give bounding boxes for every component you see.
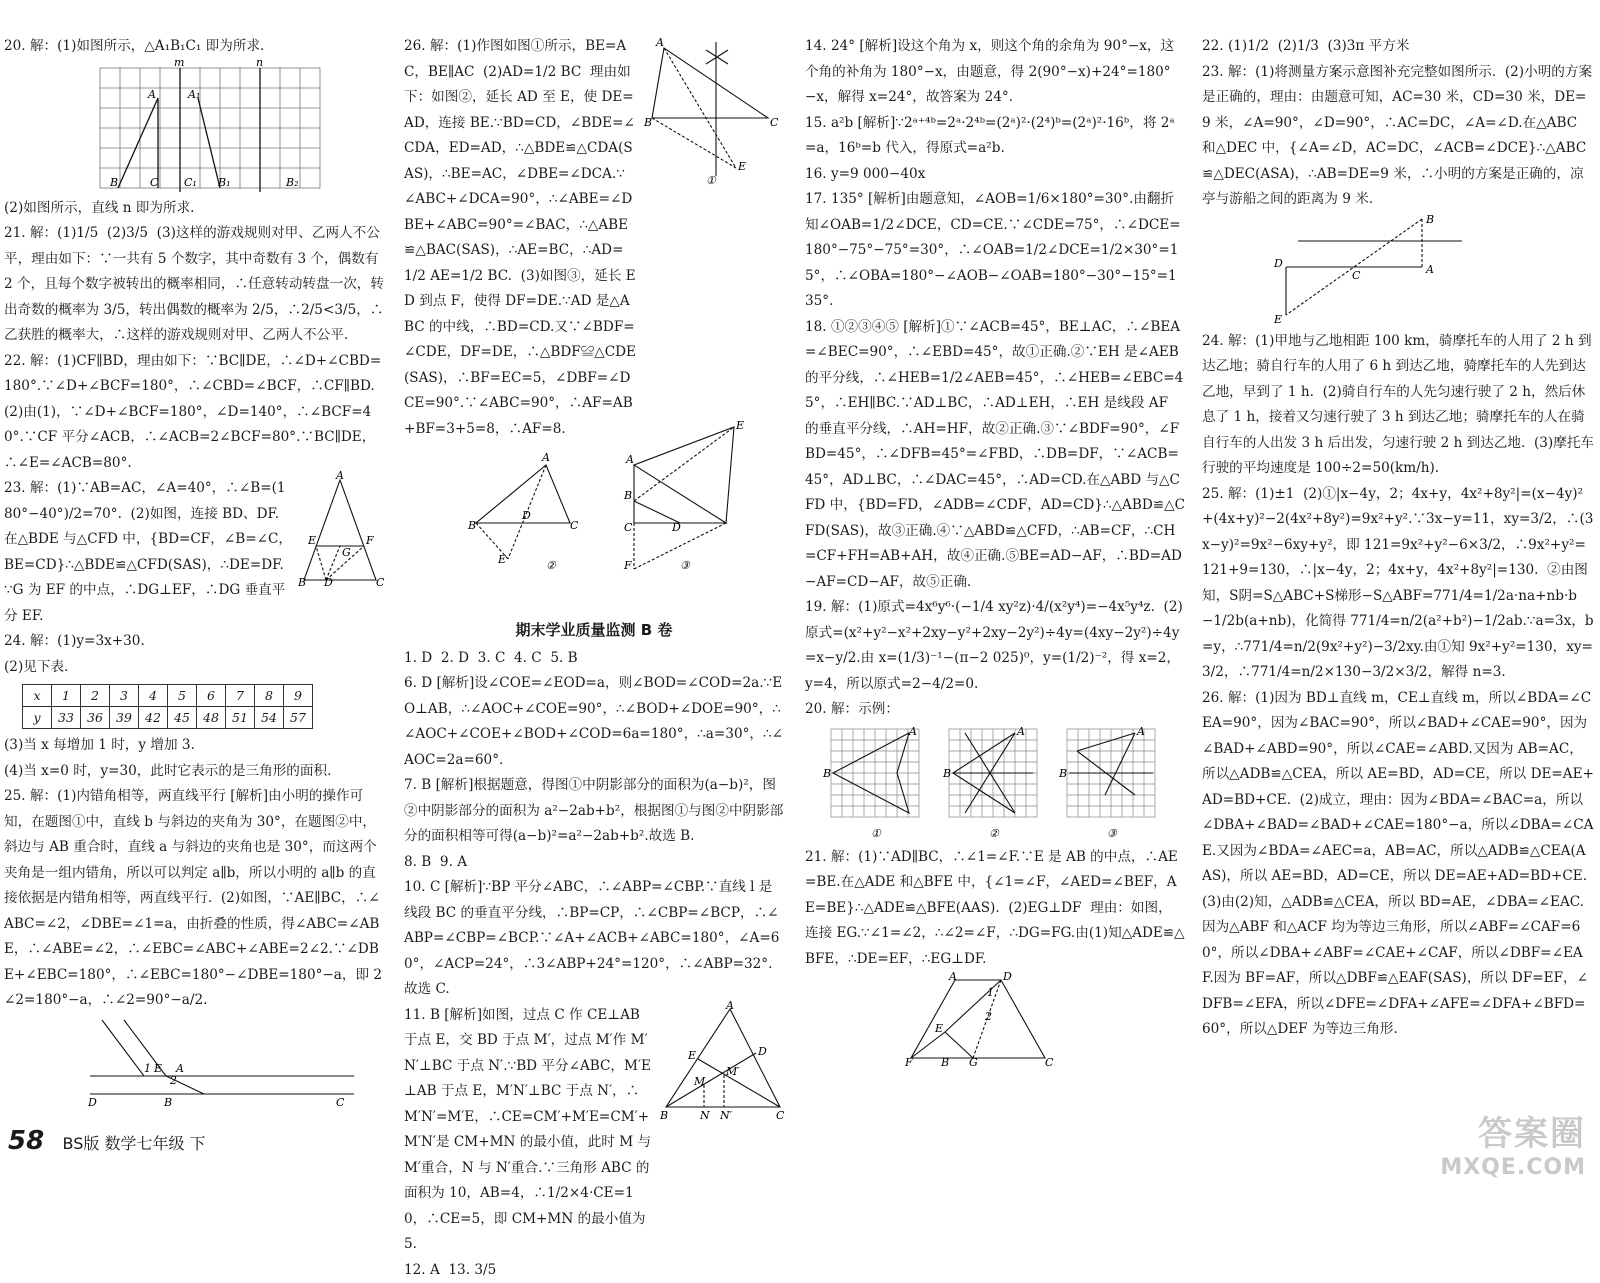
svg-text:A: A bbox=[1425, 263, 1434, 276]
svg-text:E: E bbox=[1273, 313, 1282, 326]
svg-text:C: C bbox=[1352, 269, 1361, 282]
svg-text:B: B bbox=[163, 1096, 172, 1109]
table-header-y: y bbox=[23, 707, 52, 729]
svg-text:A: A bbox=[1016, 725, 1025, 738]
svg-text:E: E bbox=[934, 1022, 943, 1035]
figure-label: ③ bbox=[680, 559, 691, 572]
answer-b-15: 15. a²b [解析]∵2ᵃ⁺⁴ᵇ=2ᵃ·2⁴ᵇ=(2ᵃ)²·(2⁴)ᵇ=(2ᵃ)²·16ᵇ，将 2ᵃ=a，16ᵇ=b 代入，得原式=a²b. bbox=[805, 111, 1185, 162]
table-cell: 45 bbox=[168, 707, 197, 729]
watermark-line2: MXQE.COM bbox=[1440, 1155, 1586, 1180]
answer-b-14: 14. 24° [解析]设这个角为 x，则这个角的余角为 90°−x，这个角的补角为 180°−x，由题意，得 2(90°−x)+24°=180°−x，解得 x=24°，故答案为 24°. bbox=[805, 34, 1185, 111]
triangle-figure-23 bbox=[296, 476, 384, 586]
svg-text:A₁: A₁ bbox=[187, 88, 200, 101]
answer-b-11: 11. B [解析]如图，过点 C 作 CE⊥AB 于点 E，交 BD 于点 M′，过点 M′作 M′N′⊥BC 于点 N′.∵BD 平分∠ABC，M′E⊥AB 于点 E，M′N′⊥BC 于点 N′，∴M′N′=M′E，∴CE=CM′+M′E=CM′+M′N′是 CM+MN 的最小值，此时 M 与 M′重合，N 与 N′重合.∵三角形 ABC 的面积为 10，AB=4，∴1/2×4·CE=10，∴CE=5，即 CM+MN 的最小值为 5. bbox=[404, 1003, 784, 1258]
answer-26: 26. 解：(1)作图如图①所示，BE=AC，BE∥AC (2)AD=1/2 BC 理由如下：如图②，延长 AD 至 E，使 DE=AD，连接 BE.∵BD=CD，∠BDE=∠CDA，ED=AD，∴△BDE≌△CDA(SAS)，∴BE=AC，∠DBE=∠DCA.∵∠ABC+∠DCA=90°，∴∠ABE=∠DBE+∠ABC=90°=∠BAC，∴△ABE≌△BAC(SAS)，∴AE=BC，∴AD=1/2 AE=1/2 BC. (3)如图③，延长 ED 到点 F，使得 DF=DE.∵AD 是△ABC 的中线，∴BD=CD.又∵∠BDF=∠CDE，DF=DE，∴△BDF≌△CDE(SAS)，∴BF=EC=5，∠DBF=∠DCE=90°.∵∠ABC=90°，∴AF=AB+BF=3+5=8，∴AF=8. bbox=[404, 34, 784, 442]
table-cell: 7 bbox=[226, 685, 255, 707]
svg-text:B₁: B₁ bbox=[217, 176, 231, 189]
answer-b-7: 7. B [解析]根据题意，得图①中阴影部分的面积为(a−b)²，图②中阴影部分的面积为 a²−2ab+b²，根据图①与图②中阴影部分的面积相等可得(a−b)²=a²−2ab+b².故选 B. bbox=[404, 773, 784, 850]
table-cell: 54 bbox=[255, 707, 284, 729]
svg-text:G: G bbox=[342, 546, 351, 559]
svg-text:C: C bbox=[776, 1109, 785, 1122]
figure-26-1 bbox=[644, 36, 784, 186]
measure-figure-23 bbox=[1262, 215, 1482, 327]
svg-text:A: A bbox=[948, 970, 957, 983]
svg-text:N′: N′ bbox=[719, 1109, 733, 1122]
answer-column-2 bbox=[404, 34, 784, 1283]
svg-text:A: A bbox=[175, 1062, 184, 1075]
table-cell: 6 bbox=[197, 685, 226, 707]
svg-text:B: B bbox=[942, 767, 951, 780]
answer-b-24: 24. 解：(1)甲地与乙地相距 100 km，骑摩托车的人用了 2 h 到达乙地；骑自行车的人用了 6 h 到达乙地，骑摩托车的人先到达乙地，早到了 1 h. (2)骑自行车的人先匀速行驶了 2 h，然后休息了 1 h，接着又匀速行驶了 3 h 到达乙地；骑摩托车的人在骑自行车的人出发 3 h 后出发，匀速行驶 2 h 到达乙地. (3)摩托车行驶的平均速度是 100÷2=50(km/h). bbox=[1202, 329, 1594, 482]
svg-text:D: D bbox=[87, 1096, 97, 1109]
svg-text:B: B bbox=[109, 176, 118, 189]
value-table-24 bbox=[22, 684, 313, 729]
svg-text:A: A bbox=[1136, 725, 1145, 738]
answer-24a: 24. 解：(1)y=3x+30. bbox=[4, 629, 384, 655]
svg-text:B: B bbox=[623, 489, 632, 502]
table-cell: 57 bbox=[284, 707, 313, 729]
answer-b-19: 19. 解：(1)原式=4x⁶y⁶·(−1/4 xy²z)·4/(x²y⁴)=−4x⁵y⁴z. (2)原式=(x²+y²−x²+2xy−y²+2xy−2y²)÷4y=(4xy−2y²)÷4y=x−y/2.由 x=(1/3)⁻¹−(π−2 025)⁰，y=(1/2)⁻²，得 x=2，y=4，所以原式=2−4/2=0. bbox=[805, 595, 1185, 697]
answer-b-1-5: 1. D 2. D 3. C 4. C 5. B bbox=[404, 646, 784, 672]
answer-b-6: 6. D [解析]设∠COE=∠EOD=a，则∠BOD=∠COD=2a.∵EO⊥AB，∴∠AOC+∠COE=90°，∴∠BOD+∠DOE=90°，∴∠AOC+∠COE+∠BOD+∠COD=6a=180°，∴a=30°，∴∠AOC=2a=60°. bbox=[404, 671, 784, 773]
svg-text:B: B bbox=[467, 519, 476, 532]
svg-text:C: C bbox=[770, 116, 779, 129]
page-footer bbox=[8, 1126, 206, 1156]
answer-b-17: 17. 135° [解析]由题意知，∠AOB=1/6×180°=30°.由翻折知∠OAB=1/2∠DCE，CD=CE.∵∠CDE=75°，∴∠DCE=180°−75°−75°=30°，∴∠OAB=1/2∠DCE=1/2×30°=15°，∴∠OBA=180°−∠AOB−∠OAB=180°−30°−15°=135°. bbox=[805, 187, 1185, 315]
svg-text:F: F bbox=[365, 534, 374, 547]
svg-text:m: m bbox=[174, 56, 184, 69]
table-cell: 51 bbox=[226, 707, 255, 729]
svg-text:E: E bbox=[307, 534, 316, 547]
table-cell: 3 bbox=[110, 685, 139, 707]
svg-text:F: F bbox=[904, 1056, 913, 1069]
svg-text:D: D bbox=[671, 521, 681, 534]
svg-text:C: C bbox=[1045, 1056, 1054, 1069]
svg-text:D: D bbox=[757, 1045, 767, 1058]
svg-text:N: N bbox=[699, 1109, 710, 1122]
table-cell: 42 bbox=[139, 707, 168, 729]
svg-text:B: B bbox=[297, 576, 306, 589]
answer-20a: 20. 解：(1)如图所示，△A₁B₁C₁ 即为所求. bbox=[4, 34, 384, 60]
answer-b-21: 21. 解：(1)∵AD∥BC，∴∠1=∠F.∵E 是 AB 的中点，∴AE=BE.在△ADE 和△BFE 中，{∠1=∠F，∠AED=∠BEF，AE=BE}∴△ADE≌△BFE(AAS). (2)EG⊥DF 理由：如图，连接 EG.∵∠1=∠2，∴∠2=∠F，∴DG=FG.由(1)知△ADE≌△BFE，∴DE=EF，∴EG⊥DF. bbox=[805, 845, 1185, 973]
table-cell: 1 bbox=[52, 685, 81, 707]
table-cell: 48 bbox=[197, 707, 226, 729]
grid-figure-20 bbox=[4, 62, 324, 194]
table-row bbox=[23, 685, 313, 707]
svg-text:E: E bbox=[497, 553, 506, 566]
svg-text:②: ② bbox=[989, 827, 1000, 840]
book-info: BS版 数学七年级 下 bbox=[63, 1134, 206, 1153]
svg-text:D: D bbox=[1273, 257, 1283, 270]
svg-text:2: 2 bbox=[169, 1074, 177, 1087]
svg-text:B: B bbox=[940, 1056, 949, 1069]
table-cell: 9 bbox=[284, 685, 313, 707]
answer-b-20: 20. 解：示例： bbox=[805, 697, 1185, 723]
answer-24d: (4)当 x=0 时，y=30，此时它表示的是三角形的面积. bbox=[4, 759, 384, 785]
answer-b-10: 10. C [解析]∵BP 平分∠ABC，∴∠ABP=∠CBP.∵直线 l 是线段 BC 的垂直平分线，∴BP=CP，∴∠CBP=∠BCP，∴∠ABP=∠CBP=∠BCP.∵∠A+∠ACB+∠ABC=180°，∠A=60°，∠ACP=24°，∴3∠ABP+24°=120°，∴∠ABP=32°.故选 C. bbox=[404, 875, 784, 1003]
svg-text:A: A bbox=[908, 725, 917, 738]
svg-text:C: C bbox=[150, 176, 159, 189]
svg-text:E: E bbox=[687, 1049, 696, 1062]
answer-21: 21. 解：(1)1/5 (2)3/5 (3)这样的游戏规则对甲、乙两人不公平，理由如下：∵一共有 5 个数字，其中奇数有 3 个，偶数有 2 个，且每个数字被转出的概率相同，∴任意转动转盘一次，转出奇数的概率为 3/5，转出偶数的概率为 2/5，∴2/5<3/5，∴乙获胜的概率大，∴这样的游戏规则对甲、乙两人不公平. bbox=[4, 221, 384, 349]
svg-text:B: B bbox=[1425, 213, 1434, 226]
figure-label: ① bbox=[706, 174, 717, 187]
svg-text:A: A bbox=[541, 451, 550, 464]
svg-text:C: C bbox=[376, 576, 385, 589]
answer-24c: (3)当 x 每增加 1 时，y 增加 3. bbox=[4, 733, 384, 759]
svg-text:E: E bbox=[153, 1062, 162, 1075]
svg-text:E: E bbox=[735, 419, 744, 432]
svg-text:1: 1 bbox=[144, 1062, 151, 1075]
svg-text:E: E bbox=[737, 160, 746, 173]
answer-b-26: 26. 解：(1)因为 BD⊥直线 m，CE⊥直线 m，所以∠BDA=∠CEA=90°，因为∠BAC=90°，所以∠BAD+∠CAE=90°，因为∠BAD+∠ABD=90°，所以∠CAE=∠ABD.又因为 AB=AC，所以△ADB≌△CEA，所以 AE=BD，AD=CE，所以 DE=AE+AD=BD+CE. (2)成立，理由：因为∠BDA=∠BAC=a，所以∠DBA+∠BAD=∠BAD+∠CAE=180°−a，所以∠DBA=∠CAE.又因为∠BDA=∠AEC=a，AB=AC，所以△ADB≌△CEA(AAS)，所以 AE=BD，AD=CE，所以 DE=AE+AD=BD+CE. (3)由(2)知，△ADB≌△CEA，所以 BD=AE，∠DBA=∠EAC.因为△ABF 和△ACF 均为等边三角形，所以∠ABF=∠CAF=60°，所以∠DBA+∠ABF=∠CAE+∠CAF，所以∠DBF=∠EAF.因为 BF=AF，所以△DBF≌△EAF(SAS)，所以 DF=EF，∠DFB=∠EFA，所以∠DFE=∠DFA+∠AFE=∠DFA+∠BFD=60°，所以△DEF 为等边三角形. bbox=[1202, 686, 1594, 1043]
figure-label: ② bbox=[546, 559, 557, 572]
table-cell: 5 bbox=[168, 685, 197, 707]
svg-text:C: C bbox=[570, 519, 579, 532]
svg-text:C₁: C₁ bbox=[184, 176, 197, 189]
watermark bbox=[1440, 1106, 1586, 1180]
page-number: 58 bbox=[8, 1126, 44, 1156]
answer-b-23: 23. 解：(1)将测量方案示意图补充完整如图所示. (2)小明的方案是正确的，理由：由题意可知，AC=30 米，CD=30 米，DE=9 米，∠A=90°，∠D=90°，∴AC=DC，∠A=∠D.在△ABC 和△DEC 中，{∠A=∠D，AC=DC，∠ACB=∠DCE}∴△ABC≌△DEC(ASA)，∴AB=DE=9 米，∴小明的方案是正确的，凉亭与游船之间的距离为 9 米. bbox=[1202, 60, 1594, 213]
svg-text:C: C bbox=[336, 1096, 345, 1109]
svg-text:③: ③ bbox=[1107, 827, 1118, 840]
svg-text:B: B bbox=[822, 767, 831, 780]
fold-figure-25 bbox=[84, 1016, 384, 1108]
table-cell: 8 bbox=[255, 685, 284, 707]
svg-text:D: D bbox=[521, 509, 531, 522]
table-cell: 36 bbox=[81, 707, 110, 729]
answer-b-16: 16. y=9 000−40x bbox=[805, 162, 1185, 188]
answer-column-1 bbox=[4, 34, 384, 1110]
grid-figures-20 bbox=[805, 725, 1175, 843]
svg-text:A: A bbox=[147, 88, 156, 101]
svg-text:B: B bbox=[1058, 767, 1067, 780]
svg-text:C: C bbox=[624, 521, 633, 534]
table-cell: 2 bbox=[81, 685, 110, 707]
svg-text:G: G bbox=[969, 1056, 978, 1069]
table-cell: 39 bbox=[110, 707, 139, 729]
svg-text:M: M bbox=[693, 1075, 706, 1088]
svg-text:B: B bbox=[659, 1109, 668, 1122]
svg-text:D: D bbox=[323, 576, 333, 589]
svg-text:B₂: B₂ bbox=[285, 176, 299, 189]
svg-text:D: D bbox=[1002, 970, 1012, 983]
svg-text:A: A bbox=[335, 469, 344, 482]
answer-b-25: 25. 解：(1)±1 (2)①|x−4y，2；4x+y，4x²+8y²|=(x−4y)²+(4x+y)²−2(4x²+8y²)=9x²+y².∵3x−y=11，xy=3/2，∴(3x−y)²=9x²−6xy+y²，即 121=9x²+y²−6×3/2，∴9x²+y²=121+9=130，∴|x−4y，2；4x+y，4x²+8y²|=130. ②由图知，S阴=S△ABC+S梯形−S△ABF=771/4=1/2a·na+nb·b−1/2b(a+nb)，化简得 771/4=n/2(a²+b²)−1/2ab.∵a=3x，b=y，∴771/4=n/2(9x²+y²)−3/2xy.由①知 9x²+y²=130，xy=3/2，∴771/4=n/2×130−3/2×3/2，解得 n=3. bbox=[1202, 482, 1594, 686]
answer-22: 22. 解：(1)CF∥BD，理由如下：∵BC∥DE，∴∠D+∠CBD=180°.∵∠D+∠BCF=180°，∴∠CBD=∠BCF，∴CF∥BD. (2)由(1)，∵∠D+∠BCF=180°，∠D=140°，∴∠BCF=40°.∵CF 平分∠ACB，∴∠ACB=2∠BCF=80°.∵BC∥DE，∴∠E=∠ACB=80°. bbox=[4, 349, 384, 477]
watermark-line1: 答案圈 bbox=[1440, 1106, 1586, 1155]
answer-column-4 bbox=[1202, 34, 1594, 1043]
svg-text:①: ① bbox=[871, 827, 882, 840]
answer-b-12-13: 12. A 13. 3/5 bbox=[404, 1258, 784, 1283]
svg-text:A: A bbox=[655, 36, 664, 49]
trapezoid-figure-21 bbox=[905, 974, 1105, 1066]
answer-20b: (2)如图所示，直线 n 即为所求. bbox=[4, 196, 384, 222]
svg-text:B: B bbox=[643, 116, 652, 129]
answer-25: 25. 解：(1)内错角相等，两直线平行 [解析]由小明的操作可知，在题图①中，直线 b 与斜边的夹角为 30°，在题图②中，斜边与 AB 重合时，直线 a 与斜边的夹角也是 30°，而这两个夹角是一组内错角，所以可以判定 a∥b，所以小明的 a∥b 的直接依据是内错角相等，两直线平行. (2)如图，∵AE∥BC，∴∠ABC=∠2，∠DBE=∠1=a，由折叠的性质，得∠ABC=∠ABE，∴∠ABE=∠2，∴∠EBC=∠ABC+∠ABE=2∠2.∵∠DBE+∠EBC=180°，∴∠EBC=180°−∠DBE=180°−a，即 2∠2=180°−a，∴∠2=90°−a/2. bbox=[4, 784, 384, 1014]
table-cell: 33 bbox=[52, 707, 81, 729]
answer-23: 23. 解：(1)∵AB=AC，∠A=40°，∴∠B=(180°−40°)/2=70°. (2)如图，连接 BD、DF.在△BDE 与△CFD 中，{BD=CF，∠B=∠C，BE=CD}∴△BDE≌△CFD(SAS)，∴DE=DF.∵G 为 EF 的中点，∴DG⊥EF，∴DG 垂直平分 EF. bbox=[4, 476, 384, 629]
answer-b-18: 18. ①②③④⑤ [解析]①∵∠ACB=45°，BE⊥AC，∴∠BEA=∠BEC=90°，∴∠EBD=45°，故①正确.②∵EH 是∠AEB 的平分线，∴∠HEB=1/2∠AEB=45°，∴∠HEB=∠EBC=45°，∴EH∥BC.∵AD⊥BC，∴AD⊥EH，∴EH 是线段 AF 的垂直平分线，∴AH=HF，故②正确.③∵∠BDF=90°，∠FBD=45°，∴∠DFB=45°=∠FBD，∴DB=DF，∵∠ACB=45°，AD⊥BC，∴∠DAC=45°，∴AD=CD.在△ABD 与△CFD 中，{BD=FD，∠ADB=∠CDF，AD=CD}∴△ABD≌△CFD(SAS)，故③正确.④∵△ABD≌△CFD，∴AB=CF，∴CH=CF+FH=AB+AH，故④正确.⑤BE=AD−AF，∴BD=AD−AF=CD−AF，故⑤正确. bbox=[805, 315, 1185, 596]
answer-b-22: 22. (1)1/2 (2)1/3 (3)3π 平方米 bbox=[1202, 34, 1594, 60]
answer-b-8-9: 8. B 9. A bbox=[404, 850, 784, 876]
svg-text:n: n bbox=[256, 56, 263, 69]
svg-text:A: A bbox=[625, 453, 634, 466]
svg-text:2: 2 bbox=[984, 1010, 992, 1023]
figure-26-2-3 bbox=[444, 419, 774, 569]
table-cell: 4 bbox=[139, 685, 168, 707]
answer-24b: (2)见下表. bbox=[4, 655, 384, 681]
svg-text:1: 1 bbox=[987, 986, 994, 999]
triangle-figure-11 bbox=[660, 1003, 784, 1123]
table-header-x: x bbox=[23, 685, 52, 707]
table-row bbox=[23, 707, 313, 729]
section-title: 期末学业质量监测 B 卷 bbox=[404, 618, 784, 644]
svg-text:F: F bbox=[623, 559, 632, 572]
answer-column-3 bbox=[805, 34, 1185, 1068]
svg-text:M′: M′ bbox=[725, 1065, 740, 1078]
svg-text:A: A bbox=[725, 999, 734, 1012]
